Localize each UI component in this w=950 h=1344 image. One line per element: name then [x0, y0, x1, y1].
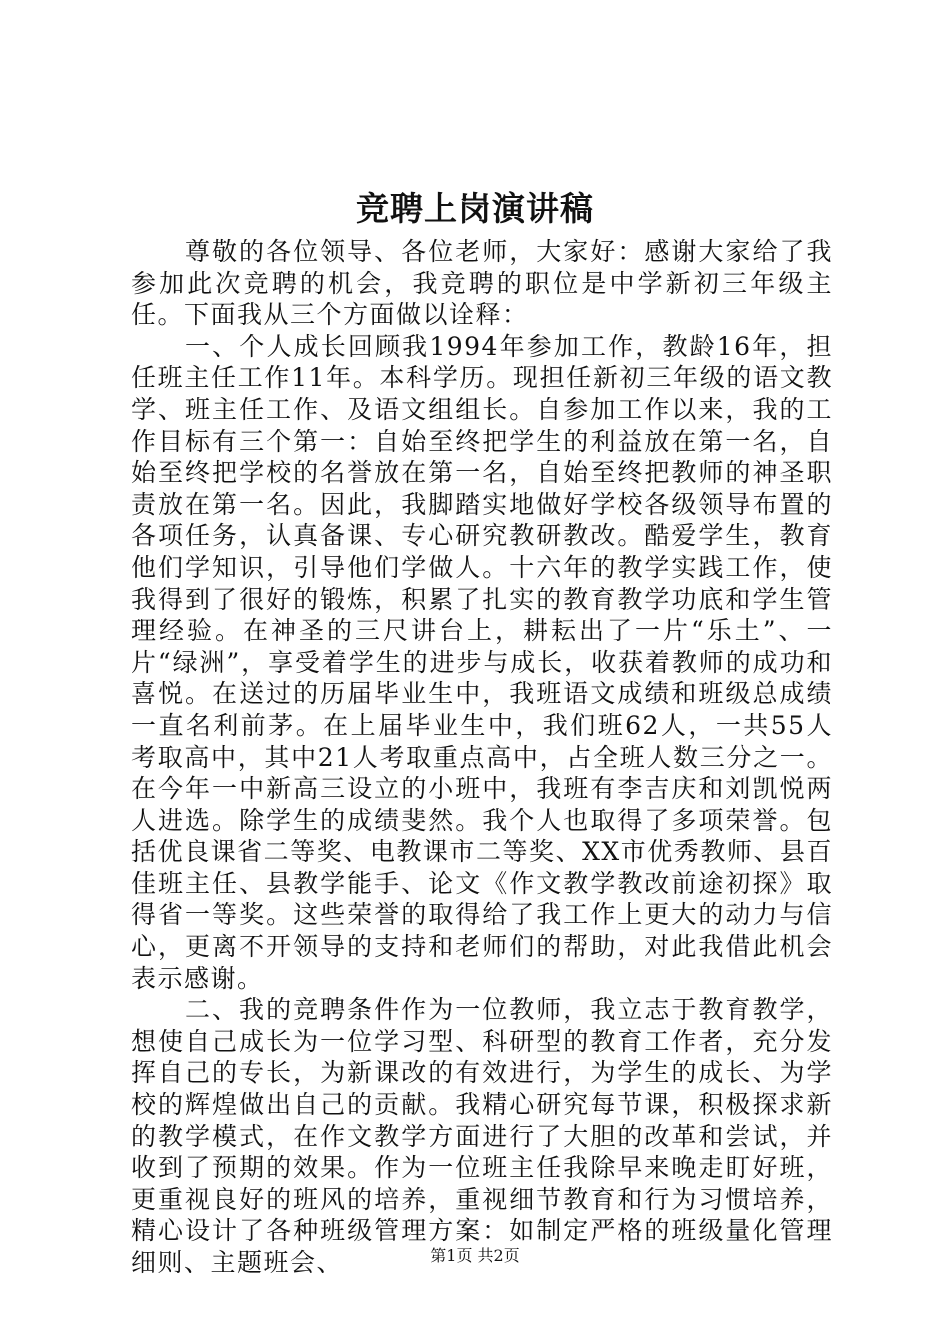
- page-footer: 第1页 共2页: [430, 1246, 520, 1265]
- paragraph-qualifications: 二、我的竞聘条件作为一位教师，我立志于教育教学，想使自己成长为一位学习型、科研型的教育工作者，充分发挥自己的专长，为新课改的有效进行，为学生的成长、为学校的辉煌做出自己的贡献。我精心研究每节课，积极探求新的教学模式，在作文教学方面进行了大胆的改革和尝试，并收到了预期的效果。作为一位班主任我除早来晚走盯好班，更重视良好的班风的培养，重视细节教育和行为习惯培养，精心设计了各种班级管理方案：如制定严格的班级量化管理细则、主题班会、: [131, 995, 833, 1277]
- document-title: 竞聘上岗演讲稿: [356, 189, 594, 228]
- paragraph-greeting: 尊敬的各位领导、各位老师，大家好：感谢大家给了我参加此次竞聘的机会，我竞聘的职位是中学新初三年级主任。下面我从三个方面做以诠释：: [131, 237, 833, 330]
- paragraph-personal-growth: 一、个人成长回顾我1994年参加工作，教龄16年，担任班主任工作11年。本科学历。现担任新初三年级的语文教学、班主任工作、及语文组组长。自参加工作以来，我的工作目标有三个第一：自始至终把学生的利益放在第一名，自始至终把学校的名誉放在第一名，自始至终把教师的神圣职责放在第一名。因此，我脚踏实地做好学校各级领导布置的各项任务，认真备课、专心研究教研教改。酷爱学生，教育他们学知识，引导他们学做人。十六年的教学实践工作，使我得到了很好的锻炼，积累了扎实的教育教学功底和学生管理经验。在神圣的三尺讲台上，耕耘出了一片“乐土”、一片“绿洲”，享受着学生的进步与成长，收获着教师的成功和喜悦。在送过的历届毕业生中，我班语文成绩和班级总成绩一直名利前茅。在上届毕业生中，我们班62人，一共55人考取高中，其中21人考取重点高中，占全班人数三分之一。在今年一中新高三设立的小班中，我班有李吉庆和刘凯悦两人进选。除学生的成绩斐然。我个人也取得了多项荣誉。包括优良课省二等奖、电教课市二等奖、XX市优秀教师、县百佳班主任、县教学能手、论文《作文教学教改前途初探》取得省一等奖。这些荣誉的取得给了我工作上更大的动力与信心，更离不开领导的支持和老师们的帮助，对此我借此机会表示感谢。: [131, 331, 833, 993]
- document-body: [131, 236, 833, 1279]
